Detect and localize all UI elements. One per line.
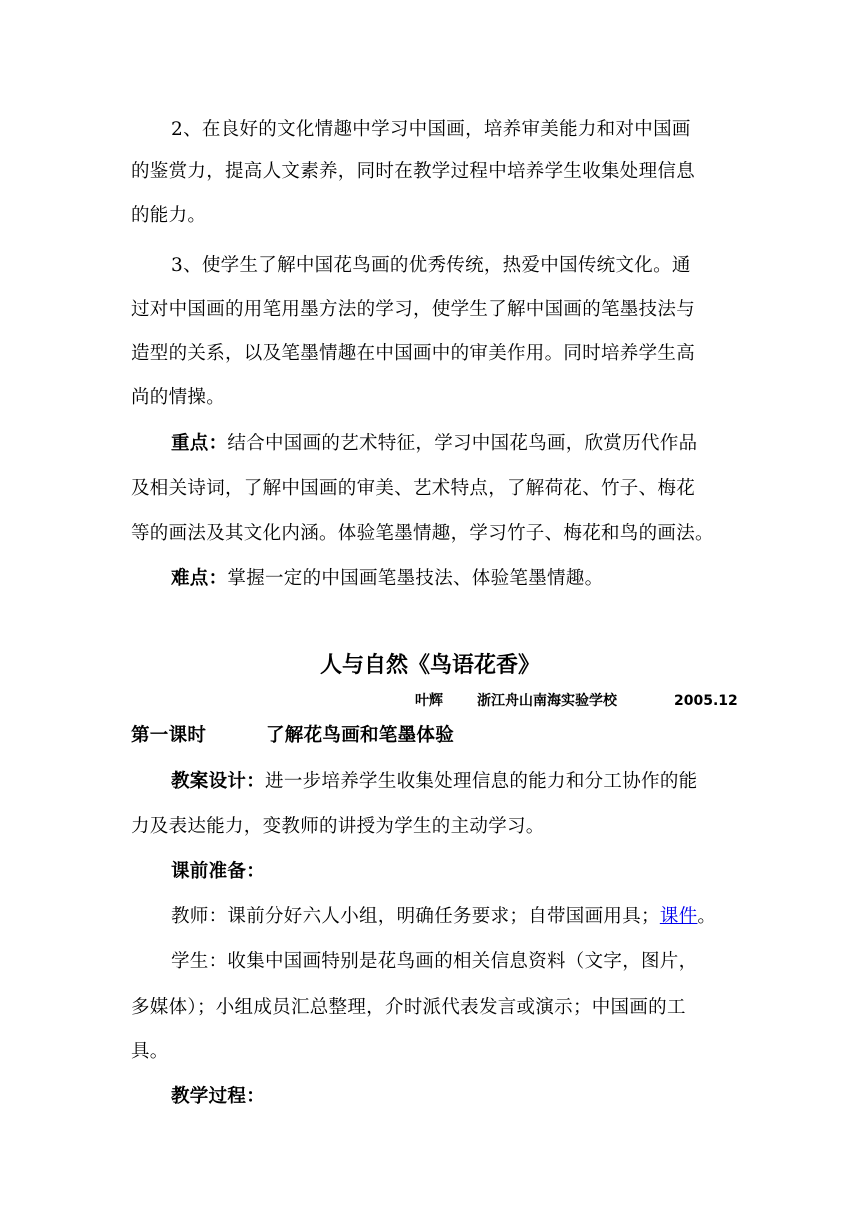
- difficulties-label: 难点：: [171, 568, 228, 589]
- courseware-link[interactable]: 课件: [659, 906, 698, 927]
- key-points-label: 重点：: [171, 433, 228, 454]
- student-line3: 具。: [131, 1041, 169, 1062]
- byline-date: 2005.12: [674, 693, 738, 709]
- design-line1: [171, 770, 697, 794]
- byline-school: 浙江舟山南海实验学校: [477, 693, 617, 709]
- key-points-line2: 及相关诗词，了解中国画的审美、艺术特点，了解荷花、竹子、梅花: [131, 478, 696, 499]
- difficulties-line: [171, 567, 603, 591]
- student-line1: 学生：收集中国画特别是花鸟画的相关信息资料（文字，图片，: [171, 951, 698, 972]
- design-text: 进一步培养学生收集处理信息的能力和分工协作的能: [265, 771, 698, 792]
- para3-line4: 尚的情操。: [131, 387, 226, 408]
- design-label: 教案设计：: [171, 771, 266, 792]
- para3-line1: 3、使学生了解中国花鸟画的优秀传统，热爱中国传统文化。通: [171, 255, 691, 276]
- document-title: 人与自然《鸟语花香》: [319, 653, 540, 678]
- teacher-text: 教师：课前分好六人小组，明确任务要求；自带国画用具；: [171, 906, 660, 927]
- para2-line1: 2、在良好的文化情趣中学习中国画，培养审美能力和对中国画: [171, 119, 691, 140]
- key-points-line1: [171, 432, 697, 456]
- process-label: 教学过程：: [171, 1086, 266, 1107]
- key-points-text: 结合中国画的艺术特征，学习中国花鸟画，欣赏历代作品: [227, 433, 698, 454]
- teacher-end: 。: [697, 906, 717, 927]
- para2-line3: 的能力。: [131, 205, 207, 226]
- prep-label: 课前准备：: [171, 861, 266, 882]
- para3-line3: 造型的关系，以及笔墨情趣在中国画中的审美作用。同时培养学生高: [131, 343, 696, 364]
- para3-line2: 过对中国画的用笔用墨方法的学习，使学生了解中国画的笔墨技法与: [131, 299, 696, 320]
- lesson-label: 第一课时: [131, 725, 207, 746]
- lesson-title: 了解花鸟画和笔墨体验: [266, 725, 455, 746]
- design-line2: 力及表达能力，变教师的讲授为学生的主动学习。: [131, 816, 545, 837]
- difficulties-text: 掌握一定的中国画笔墨技法、体验笔墨情趣。: [227, 568, 604, 589]
- byline-author: 叶辉: [415, 693, 443, 709]
- key-points-line3: 等的画法及其文化内涵。体验笔墨情趣，学习竹子、梅花和鸟的画法。: [131, 523, 714, 544]
- student-line2: 多媒体）；小组成员汇总整理，介时派代表发言或演示；中国画的工: [131, 997, 686, 1018]
- para2-line2: 的鉴赏力，提高人文素养，同时在教学过程中培养学生收集处理信息: [131, 161, 696, 182]
- teacher-line: [171, 905, 716, 929]
